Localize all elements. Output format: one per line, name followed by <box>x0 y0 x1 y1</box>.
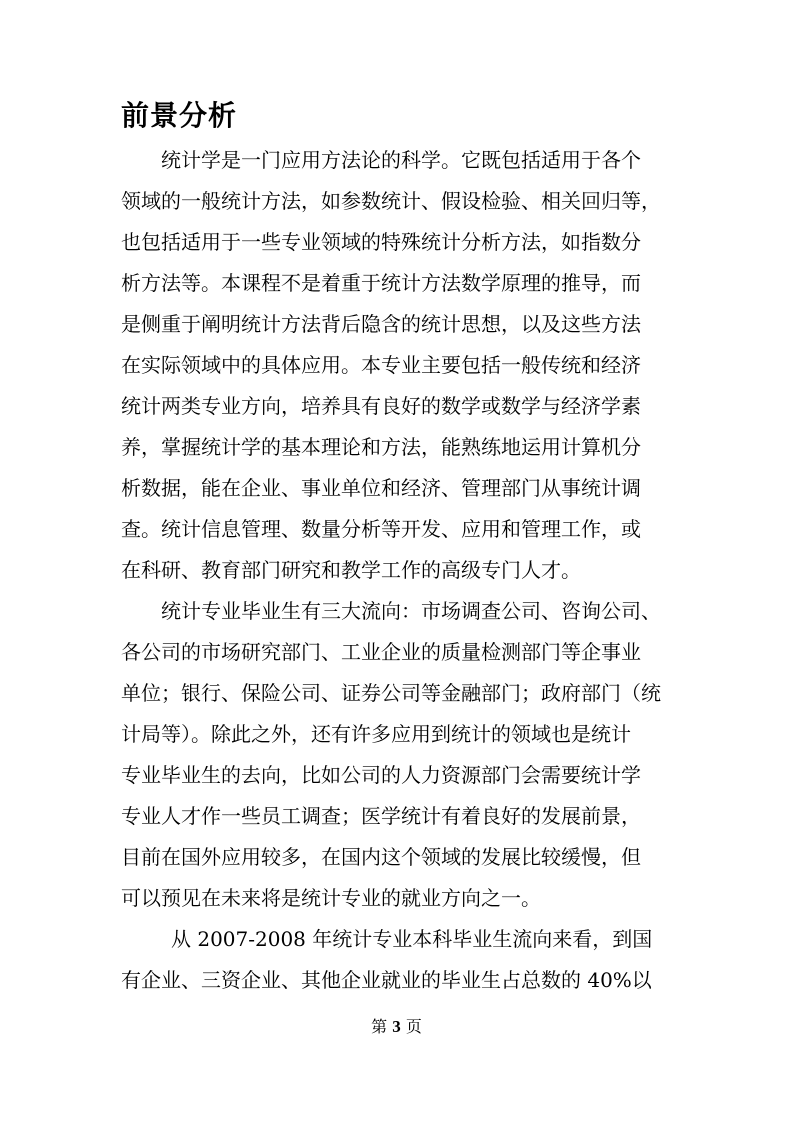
paragraph-line: 统计两类专业方向，培养具有良好的数学或数学与经济学素 <box>121 394 641 418</box>
page-label-prefix: 第 <box>371 1017 388 1036</box>
paragraph-line: 在实际领域中的具体应用。本专业主要包括一般传统和经济 <box>121 353 641 377</box>
paragraph-line: 领域的一般统计方法，如参数统计、假设检验、相关回归等， <box>121 189 661 213</box>
paragraph-line: 有企业、三资企业、其他企业就业的毕业生占总数的 40%以 <box>121 968 652 992</box>
paragraph-line: 也包括适用于一些专业领域的特殊统计分析方法，如指数分 <box>121 230 641 254</box>
body-text <box>121 140 681 1001</box>
paragraph-line: 各公司的市场研究部门、工业企业的质量检测部门等企事业 <box>121 640 641 664</box>
paragraph-line: 查。统计信息管理、数量分析等开发、应用和管理工作，或 <box>121 517 641 541</box>
page-number: 3 <box>392 1017 401 1036</box>
section-heading: 前景分析 <box>121 99 238 132</box>
paragraph-line: 可以预见在未来将是统计专业的就业方向之一。 <box>121 886 541 910</box>
page-label-suffix: 页 <box>405 1017 422 1036</box>
paragraph-line: 析数据，能在企业、事业单位和经济、管理部门从事统计调 <box>121 476 641 500</box>
paragraph-line: 是侧重于阐明统计方法背后隐含的统计思想，以及这些方法 <box>121 312 641 336</box>
paragraph-line: 析方法等。本课程不是着重于统计方法数学原理的推导，而 <box>121 271 641 295</box>
paragraph-line: 从 2007-2008 年统计专业本科毕业生流向来看，到国 <box>171 927 653 951</box>
paragraph-line: 养，掌握统计学的基本理论和方法，能熟练地运用计算机分 <box>121 435 641 459</box>
paragraph-line: 计局等）。除此之外，还有许多应用到统计的领域也是统计 <box>121 722 631 746</box>
paragraph-line: 统计学是一门应用方法论的科学。它既包括适用于各个 <box>161 148 641 172</box>
paragraph-line: 统计专业毕业生有三大流向：市场调查公司、咨询公司、 <box>161 599 661 623</box>
paragraph-line: 目前在国外应用较多，在国内这个领域的发展比较缓慢，但 <box>121 845 641 869</box>
paragraph-line: 单位；银行、保险公司、证券公司等金融部门；政府部门（统 <box>121 681 661 705</box>
paragraph-line: 专业人才作一些员工调查；医学统计有着良好的发展前景， <box>121 804 641 828</box>
paragraph-line: 专业毕业生的去向，比如公司的人力资源部门会需要统计学 <box>121 763 641 787</box>
page-footer <box>0 1016 793 1038</box>
paragraph-line: 在科研、教育部门研究和教学工作的高级专门人才。 <box>121 558 581 582</box>
